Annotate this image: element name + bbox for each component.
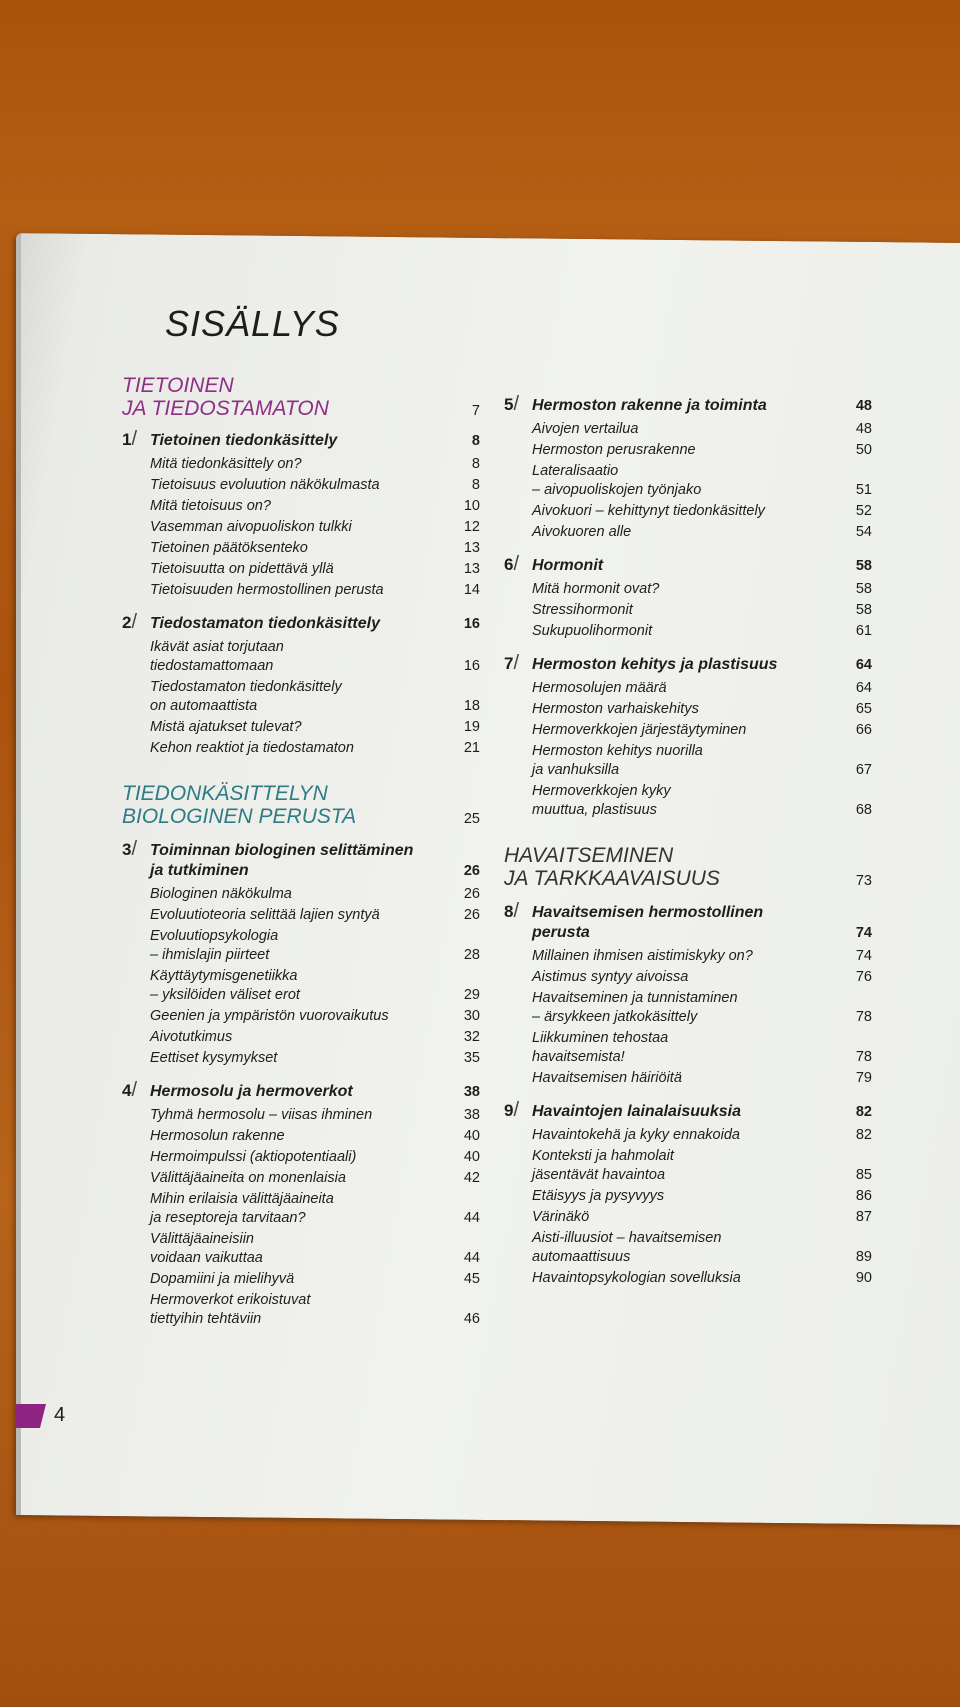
toc-entry-title-line2: – aivopuoliskojen työnjako [532,482,702,498]
toc-entry [532,1269,872,1288]
toc-entry [150,581,480,600]
chapter-page-number: 38 [463,1084,480,1100]
toc-entry-page-number: 30 [463,1008,480,1024]
page-title: SISÄLLYS [165,303,340,344]
toc-entry-title-line2: voidaan vaikuttaa [150,1250,263,1266]
chapter-number-digit: 5 [504,395,514,414]
toc-entry-page-number: 13 [463,540,480,556]
toc-entry [150,518,480,537]
toc-entry-title: Tietoisuutta on pidettävä yllä [150,561,334,577]
chapter-number [504,394,519,415]
toc-entry [532,462,872,500]
toc-entry-title: Mitä hormonit ovat? [532,581,660,597]
toc-entry [532,1187,872,1206]
chapter-title: Havaitsemisen hermostollinen [532,904,764,921]
toc-entry-title: Tietoinen päätöksenteko [150,540,308,556]
chapter-number [122,1080,137,1101]
toc-entry-title-line2: – ihmislajin piirteet [150,947,270,963]
toc-entry-page-number: 40 [463,1149,480,1165]
toc-entry-page-number: 61 [855,623,872,639]
toc-entry-title: Dopamiini ja mielihyvä [150,1271,295,1287]
chapter-number [504,554,519,575]
toc-entry-page-number: 32 [463,1029,480,1045]
toc-entry-title: Mitä tietoisuus on? [150,498,271,514]
toc-entry-title-line2: tiedostamattomaan [150,658,274,674]
toc-entry-title: Havaitsemisen häiriöitä [532,1070,682,1086]
chapter-page-number: 16 [463,616,480,632]
toc-entry-title: Aistimus syntyy aivoissa [532,969,689,985]
toc-entry-title: Käyttäytymisgenetiikka [150,968,298,984]
toc-entry [532,1069,872,1088]
toc-entry-title: Biologinen näkökulma [150,886,292,902]
toc-entry-title: Mistä ajatukset tulevat? [150,719,302,735]
chapter-page-number: 48 [855,398,872,414]
toc-entry-page-number: 89 [855,1249,872,1265]
section-page-number: 73 [855,873,872,889]
toc-entry [150,476,480,495]
chapter-title: Hermoston rakenne ja toiminta [532,397,767,414]
toc-entry-title: Sukupuolihormonit [532,623,653,639]
toc-entry [150,678,480,716]
toc-entry-title: Havaitseminen ja tunnistaminen [532,990,738,1006]
chapter-heading [122,1079,480,1102]
section-heading [504,844,872,891]
chapter-slash: / [131,611,138,633]
toc-entry-page-number: 51 [855,482,872,498]
toc-entry-page-number: 12 [463,519,480,535]
toc-entry-page-number: 8 [471,477,480,493]
section-title-line1: TIEDONKÄSITTELYN [122,782,328,805]
toc-entry-title: Hermoston kehitys nuorilla [532,743,703,759]
chapter-heading [504,652,872,675]
toc-entry [532,700,872,719]
chapter-number-digit: 8 [504,902,514,921]
chapter-number-digit: 1 [122,430,132,449]
toc-entry-title: Hermoverkot erikoistuvat [150,1292,311,1308]
toc-entry [150,455,480,474]
toc-entry-title: Lateralisaatio [532,463,619,479]
toc-entry [532,679,872,698]
toc-entry-page-number: 50 [855,442,872,458]
chapter-number-digit: 6 [504,555,514,574]
chapter-number-digit: 7 [504,654,514,673]
chapter-number-digit: 9 [504,1101,514,1120]
toc-entry-page-number: 68 [855,802,872,818]
chapter-number-digit: 4 [122,1081,132,1100]
toc-entry-title: Aivojen vertailua [532,421,639,437]
toc-entry-page-number: 86 [855,1188,872,1204]
chapter-title: Tietoinen tiedonkäsittely [150,432,338,449]
toc-entry-page-number: 8 [471,456,480,472]
chapter-number [504,653,519,674]
toc-entry-page-number: 65 [855,701,872,717]
chapter-page-number: 82 [855,1104,872,1120]
toc-entry-page-number: 45 [463,1271,480,1287]
toc-entry-title: Hermoston varhaiskehitys [532,701,699,717]
chapter-title-line2: ja tutkiminen [150,862,249,879]
section-title-line2: JA TIEDOSTAMATON [122,397,329,420]
chapter-number-digit: 2 [122,613,132,632]
toc-entry-title: Aivotutkimus [150,1029,233,1045]
toc-entry [150,885,480,904]
toc-entry-page-number: 14 [463,582,480,598]
chapter-title-line2: perusta [532,924,590,941]
toc-entry-page-number: 13 [463,561,480,577]
toc-entry-title: Tiedostamaton tiedonkäsittely [150,679,342,695]
toc-entry-title: Aisti-illuusiot – havaitsemisen [532,1230,722,1246]
toc-entry-title: Mihin erilaisia välittäjäaineita [150,1191,334,1207]
toc-entry-page-number: 74 [855,948,872,964]
chapter-page-number: 8 [471,433,480,449]
section-title-line1: TIETOINEN [122,374,234,397]
toc-entry [150,1007,480,1026]
toc-entry [532,1126,872,1145]
toc-entry-title: Liikkuminen tehostaa [532,1030,669,1046]
toc-entry [532,441,872,460]
toc-entry [150,1106,480,1125]
toc-entry-page-number: 76 [855,969,872,985]
chapter-slash: / [131,838,138,860]
chapter-heading [504,900,872,943]
toc-entry-title-line2: automaattisuus [532,1249,631,1265]
toc-entry-page-number: 21 [463,740,480,756]
toc-entry-title-line2: jäsentävät havaintoa [532,1167,666,1183]
chapter-title: Tiedostamaton tiedonkäsittely [150,615,380,632]
toc-entry [532,1147,872,1185]
toc-entry [150,906,480,925]
toc-entry-page-number: 26 [463,907,480,923]
toc-entry-title: Havaintokehä ja kyky ennakoida [532,1127,740,1143]
toc-entry-page-number: 90 [855,1270,872,1286]
chapter-title: Havaintojen lainalaisuuksia [532,1103,741,1120]
toc-entry-title: Eettiset kysymykset [150,1050,278,1066]
toc-left-column [122,374,480,1329]
toc-entry-page-number: 85 [855,1167,872,1183]
toc-entry-page-number: 82 [855,1127,872,1143]
toc-entry-page-number: 52 [855,503,872,519]
toc-entry-page-number: 46 [463,1311,480,1327]
toc-entry [150,927,480,965]
toc-entry-title-line2: havaitsemista! [532,1049,625,1065]
chapter-title: Toiminnan biologinen selittäminen [150,842,414,859]
toc-entry [532,989,872,1027]
toc-entry-page-number: 19 [463,719,480,735]
toc-entry-title-line2: on automaattista [150,698,258,714]
toc-entry-page-number: 44 [463,1250,480,1266]
toc-entry-title: Värinäkö [532,1209,590,1225]
toc-entry [150,1127,480,1146]
toc-entry [150,1169,480,1188]
toc-entry-title: Vasemman aivopuoliskon tulkki [150,519,352,535]
section-title-line1: HAVAITSEMINEN [504,844,674,867]
toc-entry-title: Kehon reaktiot ja tiedostamaton [150,740,354,756]
toc-entry [532,782,872,820]
toc-entry-title: Evoluutioteoria selittää lajien syntyä [150,907,380,923]
toc-entry-page-number: 26 [463,886,480,902]
toc-entry [150,1270,480,1289]
toc-entry-page-number: 40 [463,1128,480,1144]
chapter-heading [122,611,480,634]
toc-entry-title: Tietoisuus evoluution näkökulmasta [150,477,380,493]
chapter-number [504,901,519,922]
toc-entry-title: Stressihormonit [532,602,633,618]
chapter-slash: / [513,900,520,922]
section-title-line2: BIOLOGINEN PERUSTA [122,805,357,828]
toc-entry-title: Aivokuori – kehittynyt tiedonkäsittely [532,503,765,519]
chapter-slash: / [513,553,520,575]
toc-entry-title: Hermoston perusrakenne [532,442,696,458]
toc-entry-title: Havaintopsykologian sovelluksia [532,1270,741,1286]
chapter-page-number: 58 [855,558,872,574]
toc-entry [532,968,872,987]
toc-entry [150,497,480,516]
toc-entry-title-line2: – yksilöiden väliset erot [150,987,300,1003]
toc-entry [532,502,872,521]
toc-entry [150,1148,480,1167]
chapter-number [504,1100,519,1121]
toc-entry-title: Tietoisuuden hermostollinen perusta [150,582,384,598]
toc-entry [532,1208,872,1227]
section-page-number: 25 [463,811,480,827]
toc-entry [532,622,872,641]
toc-entry-page-number: 54 [855,524,872,540]
toc-entry [532,523,872,542]
toc-entry-title: Välittäjäaineisiin [150,1231,254,1247]
toc-entry [532,1229,872,1267]
toc-entry-title: Konteksti ja hahmolait [532,1148,674,1164]
toc-entry-page-number: 67 [855,762,872,778]
toc-entry [532,947,872,966]
toc-entry-title-line2: tiettyihin tehtäviin [150,1311,262,1327]
toc-entry [150,718,480,737]
toc-entry-title: Hermoimpulssi (aktiopotentiaali) [150,1149,357,1165]
toc-entry-page-number: 64 [855,680,872,696]
chapter-heading [122,838,480,881]
toc-entry [150,560,480,579]
section-page-number: 7 [471,403,480,419]
toc-entry-title-line2: ja reseptoreja tarvitaan? [150,1210,306,1226]
toc-entry-page-number: 78 [855,1009,872,1025]
toc-entry [532,742,872,780]
toc-entry [532,721,872,740]
toc-entry [150,1049,480,1068]
toc-entry-page-number: 58 [855,602,872,618]
toc-entry-page-number: 18 [463,698,480,714]
toc-entry-title: Ikävät asiat torjutaan [150,639,284,655]
chapter-page-number: 74 [855,925,872,941]
chapter-slash: / [513,393,520,415]
section-title-line2: JA TARKKAAVAISUUS [504,867,720,890]
toc-entry-page-number: 44 [463,1210,480,1226]
toc-entry-title: Hermosolun rakenne [150,1128,285,1144]
toc-entry [150,638,480,676]
toc-entry [150,1291,480,1329]
chapter-page-number: 26 [463,863,480,879]
toc-entry [532,1029,872,1067]
toc-entry-page-number: 79 [855,1070,872,1086]
toc-entry-page-number: 66 [855,722,872,738]
chapter-heading [122,428,480,451]
toc-entry-page-number: 10 [463,498,480,514]
chapter-title: Hermosolu ja hermoverkot [150,1083,353,1100]
toc-entry-page-number: 48 [855,421,872,437]
chapter-slash: / [131,428,138,450]
section-heading [122,782,480,829]
toc-entry-title: Tyhmä hermosolu – viisas ihminen [150,1107,373,1123]
toc-entry-title: Geenien ja ympäristön vuorovaikutus [150,1008,389,1024]
toc-entry-title-line2: ja vanhuksilla [532,762,620,778]
toc-entry-page-number: 87 [855,1209,872,1225]
toc-entry-page-number: 16 [463,658,480,674]
toc-entry-page-number: 38 [463,1107,480,1123]
toc-entry-title-line2: – ärsykkeen jatkokäsittely [532,1009,698,1025]
toc-entry [150,1230,480,1268]
toc-entry-title: Hermosolujen määrä [532,680,667,696]
chapter-slash: / [131,1079,138,1101]
toc-entry-page-number: 58 [855,581,872,597]
toc-entry [150,1028,480,1047]
toc-entry-page-number: 42 [463,1170,480,1186]
toc-entry-title: Mitä tiedonkäsittely on? [150,456,302,472]
chapter-page-number: 64 [855,657,872,673]
toc-entry-title: Etäisyys ja pysyvyys [532,1188,665,1204]
chapter-title: Hermoston kehitys ja plastisuus [532,656,778,673]
toc-entry [532,601,872,620]
toc-entry-title-line2: muuttua, plastisuus [532,802,657,818]
page-number: 4 [54,1404,66,1426]
toc-entry-title: Aivokuoren alle [532,524,632,540]
toc-entry [532,420,872,439]
chapter-number [122,612,137,633]
toc-entry [150,739,480,758]
chapter-number [122,839,137,860]
toc-entry [532,580,872,599]
chapter-slash: / [513,1099,520,1121]
toc-entry-title: Välittäjäaineita on monenlaisia [150,1170,346,1186]
chapter-heading [504,553,872,576]
toc-entry [150,539,480,558]
toc-entry-page-number: 29 [463,987,480,1003]
chapter-heading [504,1099,872,1122]
toc-entry-title: Hermoverkkojen järjestäytyminen [532,722,747,738]
chapter-title: Hormonit [532,557,604,574]
chapter-number-digit: 3 [122,840,132,859]
toc-entry-page-number: 78 [855,1049,872,1065]
chapter-heading [504,393,872,416]
chapter-slash: / [513,652,520,674]
toc-entry-title: Hermoverkkojen kyky [532,783,671,799]
toc-right-column [504,393,872,1288]
toc-entry-title: Millainen ihmisen aistimiskyky on? [532,948,753,964]
section-heading [122,374,480,421]
toc-entry-page-number: 35 [463,1050,480,1066]
toc-entry-page-number: 28 [463,947,480,963]
chapter-number [122,429,137,450]
toc-entry-title: Evoluutiopsykologia [150,928,279,944]
toc-entry [150,1190,480,1228]
toc-entry [150,967,480,1005]
